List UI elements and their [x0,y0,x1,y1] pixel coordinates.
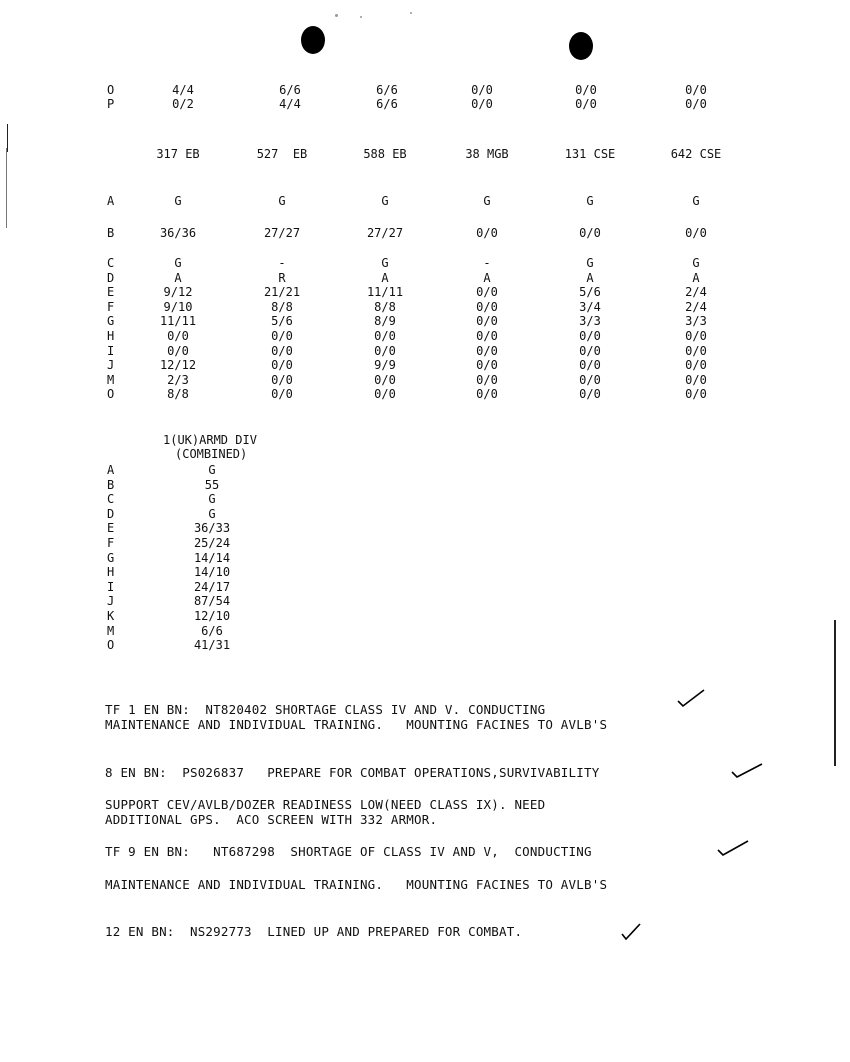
row-label: D [107,270,115,285]
table-cell: 2/3 [167,372,189,387]
table-row [0,194,850,208]
punch-hole-left [301,26,325,54]
scan-speck [410,12,412,14]
table-cell: 36/36 [159,226,197,240]
table-cell: G [381,256,389,270]
table-cell: 0/0 [374,343,396,358]
combined-row [0,536,400,550]
row-label: J [107,358,115,373]
table-cell: 0/0 [271,343,293,358]
table-cell: 0/0 [575,83,597,97]
scan-speck [335,14,338,17]
row-label: M [107,372,115,387]
combined-value: 12/10 [193,609,231,623]
remark-tf9-line1: TF 9 EN BN: NT687298 SHORTAGE OF CLASS IV AND V, CONDUCTING [105,844,592,859]
row-label: E [107,285,115,300]
table-cell: 8/8 [167,387,189,402]
check-mark-icon [676,688,706,708]
table-cell: 0/0 [579,387,601,402]
table-cell: G [381,194,389,208]
table-cell: 4/4 [172,83,194,97]
unit-column-header: 642 CSE [670,147,722,161]
table-cell: 0/0 [579,372,601,387]
table-cell: 4/4 [279,97,301,111]
row-label: O [107,83,115,97]
row-label: I [107,343,115,358]
table-cell: 0/0 [471,97,493,111]
combined-value: 6/6 [201,623,223,638]
table-cell: G [586,194,594,208]
table-cell: 6/6 [376,83,398,97]
combined-value: 25/24 [193,536,231,550]
combined-value: G [208,463,216,477]
table-cell: 0/0 [476,329,498,343]
remark-12en-line1: 12 EN BN: NS292773 LINED UP AND PREPARED FOR COMBAT. [105,924,523,939]
table-cell: A [174,270,182,285]
table-cell: 8/8 [374,299,396,314]
table-cell: G [692,194,700,208]
table-cell: 0/0 [476,372,498,387]
table-cell: 6/6 [376,97,398,111]
table-cell: 0/0 [685,387,707,402]
table-cell: 27/27 [366,226,404,240]
table-cell: G [483,194,491,208]
table-cell: 9/12 [163,285,193,300]
remark-8en-line1: 8 EN BN: PS026837 PREPARE FOR COMBAT OPERATIONS,SURVIVABILITY [105,765,600,780]
table-cell: 0/0 [271,358,293,373]
combined-value: 14/10 [193,565,231,580]
combined-row [0,565,400,579]
combined-row [0,609,400,623]
combined-row [0,551,400,565]
table-cell: A [381,270,389,285]
table-row [0,373,850,387]
table-cell: 0/0 [685,372,707,387]
table-cell: 0/0 [476,387,498,402]
table-row [0,97,850,111]
row-label: O [107,387,115,402]
row-label: B [107,226,115,240]
unit-rows-detail [0,256,850,426]
table-cell: 3/3 [579,314,601,329]
table-cell: 0/0 [476,314,498,329]
table-cell: A [483,270,491,285]
table-cell: 12/12 [159,358,197,373]
row-label: B [107,477,115,492]
check-mark-icon [620,920,642,942]
table-row [0,358,850,372]
combined-row [0,594,400,608]
table-cell: 0/0 [167,329,189,343]
table-row [0,83,850,97]
unit-column-header: 317 EB [156,147,200,161]
combined-subtitle: (COMBINED) [175,447,248,461]
scan-speck [360,16,362,18]
combined-title: 1(UK)ARMD DIV [163,433,257,447]
table-cell: 3/3 [685,314,707,329]
table-cell: 6/6 [279,83,301,97]
combined-row [0,507,400,521]
row-label: M [107,623,115,638]
table-cell: 0/0 [685,83,707,97]
table-cell: 2/4 [685,285,707,300]
table-cell: 0/0 [167,343,189,358]
check-mark-icon [716,838,750,858]
combined-grid [0,463,400,653]
table-cell: G [278,194,286,208]
table-cell: 8/8 [271,299,293,314]
table-cell: 8/9 [374,314,396,329]
combined-row [0,580,400,594]
table-cell: 9/10 [163,299,193,314]
table-cell: 0/0 [575,97,597,111]
table-cell: G [174,194,182,208]
table-cell: 21/21 [263,285,301,300]
remark-tf1-line1: TF 1 EN BN: NT820402 SHORTAGE CLASS IV AND V. CONDUCTING [105,702,546,717]
table-cell: 0/0 [685,329,707,343]
table-cell: 0/0 [579,226,601,240]
table-cell: - [278,256,286,270]
table-cell: 0/0 [476,358,498,373]
scan-margin-line-right [834,620,836,766]
combined-value: G [208,492,216,507]
row-label: G [107,550,115,565]
unit-column-header: 131 CSE [564,147,616,161]
row-label: I [107,579,115,594]
row-label: O [107,638,115,653]
table-cell: 0/0 [476,299,498,314]
table-cell: - [483,256,491,270]
table-cell: 0/0 [685,226,707,240]
combined-value: 24/17 [193,579,231,594]
table-cell: 11/11 [159,314,197,329]
row-label: A [107,194,115,208]
combined-value: 87/54 [193,594,231,609]
combined-row [0,492,400,506]
table-cell: 5/6 [271,314,293,329]
combined-value: 36/33 [193,521,231,536]
table-cell: 0/0 [685,358,707,373]
table-cell: 0/0 [271,387,293,402]
table-row [0,344,850,358]
table-cell: 9/9 [374,358,396,373]
table-cell: A [586,270,594,285]
table-cell: 2/4 [685,299,707,314]
row-label: C [107,256,115,270]
table-row [0,387,850,401]
table-cell: 0/0 [476,343,498,358]
table-cell: 0/0 [685,343,707,358]
row-label: C [107,492,115,507]
table-cell: 0/0 [471,83,493,97]
row-label: K [107,609,115,623]
top-rows-grid [0,83,850,113]
row-label: F [107,536,115,550]
table-cell: G [174,256,182,270]
remark-8en-line3: ADDITIONAL GPS. ACO SCREEN WITH 332 ARMOR. [105,812,438,827]
unit-column-header: 527 EB [256,147,308,161]
table-cell: 11/11 [366,285,404,300]
table-cell: 0/0 [579,343,601,358]
row-label: E [107,521,115,536]
combined-value: 14/14 [193,550,231,565]
table-cell: G [586,256,594,270]
check-mark-icon [730,760,764,780]
combined-value: 41/31 [193,638,231,653]
table-cell: 0/0 [374,387,396,402]
punch-hole-right [569,32,593,60]
combined-row [0,521,400,535]
row-label: H [107,565,115,580]
table-cell: 0/0 [476,285,498,300]
row-label: J [107,594,115,609]
row-label: F [107,299,115,314]
row-label: A [107,463,115,477]
unit-column-header: 588 EB [363,147,407,161]
unit-rows-ab [0,194,850,244]
table-cell: 0/0 [579,358,601,373]
combined-row [0,478,400,492]
unit-header [0,147,850,161]
table-cell: 0/0 [579,329,601,343]
table-cell: 0/0 [271,372,293,387]
combined-value: 55 [204,477,220,492]
table-cell: 0/0 [374,329,396,343]
table-cell: A [692,270,700,285]
table-cell: 0/0 [374,372,396,387]
table-cell: 0/0 [685,97,707,111]
remark-tf1-line2: MAINTENANCE AND INDIVIDUAL TRAINING. MOUNTING FACINES TO AVLB'S [105,717,608,732]
combined-row [0,624,400,638]
remark-8en-line2: SUPPORT CEV/AVLB/DOZER READINESS LOW(NEED CLASS IX). NEED [105,797,546,812]
table-row [0,256,850,270]
table-cell: G [692,256,700,270]
row-label: H [107,329,115,343]
table-row [0,329,850,343]
row-label: D [107,506,115,521]
table-cell: 3/4 [579,299,601,314]
remark-tf9-line2: MAINTENANCE AND INDIVIDUAL TRAINING. MOUNTING FACINES TO AVLB'S [105,877,608,892]
table-cell: 0/0 [476,226,498,240]
row-label: G [107,314,115,329]
table-cell: R [278,270,286,285]
table-row [0,300,850,314]
table-row [0,271,850,285]
combined-row [0,638,400,652]
table-row [0,314,850,328]
table-row [0,285,850,299]
table-cell: 27/27 [263,226,301,240]
row-label: P [107,97,115,111]
table-cell: 0/0 [271,329,293,343]
table-cell: 5/6 [579,285,601,300]
combined-row [0,463,400,477]
table-row [0,226,850,240]
unit-column-header: 38 MGB [465,147,509,161]
table-cell: 0/2 [172,97,194,111]
combined-value: G [208,506,216,521]
